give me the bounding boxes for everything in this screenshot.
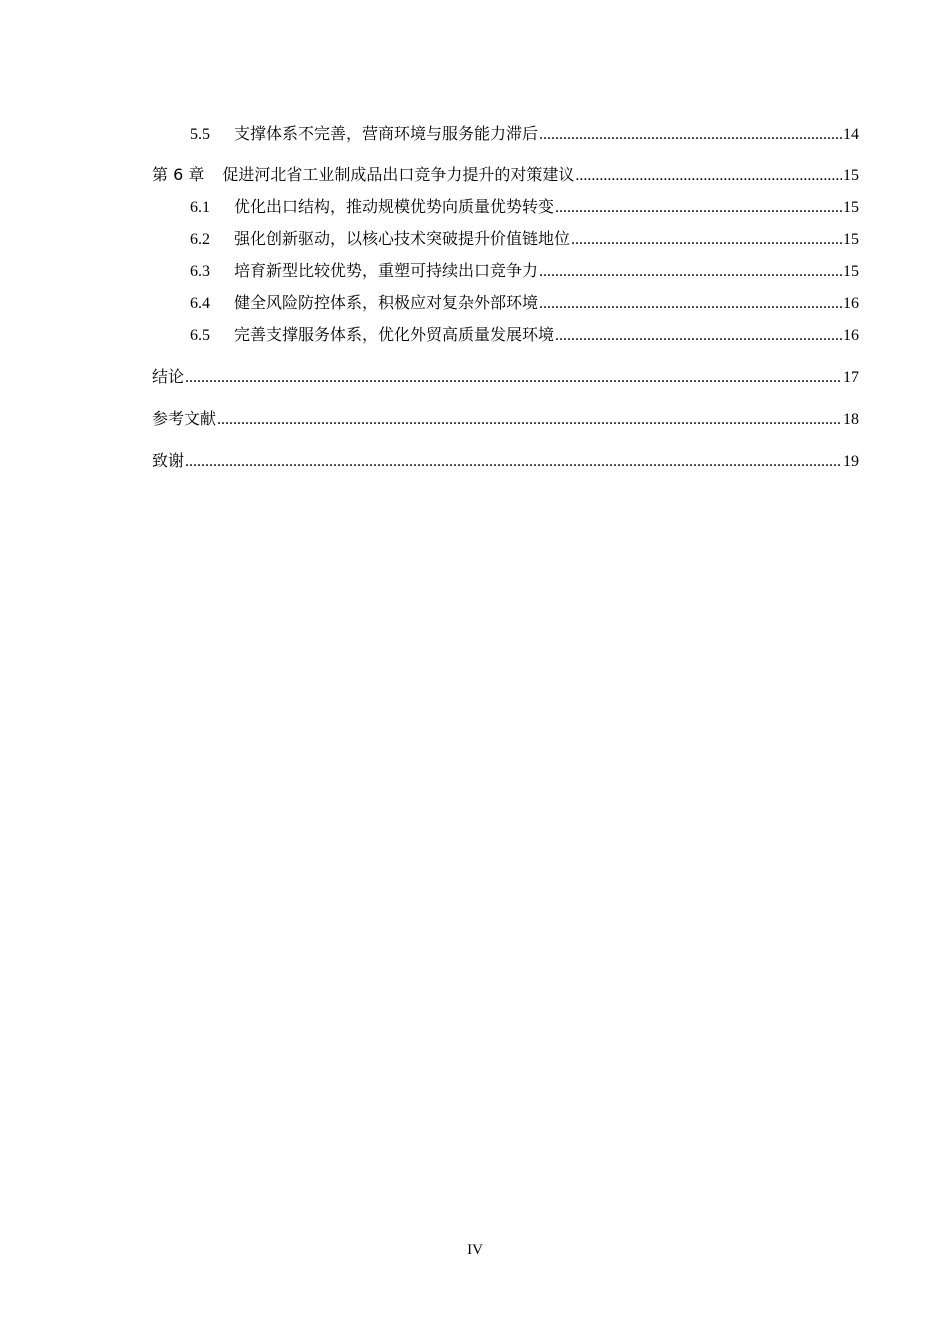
toc-entry-chapter-6[interactable] [152, 159, 859, 191]
table-of-contents [152, 118, 859, 477]
toc-entry-page: 17 [843, 369, 859, 386]
toc-dot-leader [539, 119, 842, 151]
toc-entry-6-5[interactable] [152, 319, 859, 351]
toc-entry-number: 6.1 [190, 199, 210, 216]
toc-entry-page: 16 [843, 295, 859, 312]
toc-entry-title: 致谢 [152, 451, 185, 470]
toc-entry-number: 第 6 章 [152, 165, 205, 184]
toc-entry-title: 完善支撑服务体系，优化外贸高质量发展环境 [234, 325, 555, 344]
toc-dot-leader [571, 224, 842, 256]
toc-dot-leader [539, 288, 842, 320]
toc-entry-page: 18 [843, 411, 859, 428]
page-number: IV [467, 1242, 483, 1258]
toc-dot-leader [575, 160, 842, 192]
toc-entry-page: 19 [843, 453, 859, 470]
toc-entry-title: 促进河北省工业制成品出口竞争力提升的对策建议 [222, 165, 575, 184]
page-footer [0, 1242, 950, 1259]
toc-dot-leader [185, 362, 842, 394]
toc-entry-page: 16 [843, 327, 859, 344]
toc-entry-acknowledgements[interactable] [152, 445, 859, 477]
toc-dot-leader [185, 446, 842, 478]
toc-entry-title: 健全风险防控体系，积极应对复杂外部环境 [234, 293, 539, 312]
toc-entry-page: 15 [843, 167, 859, 184]
toc-dot-leader [539, 256, 842, 288]
toc-entry-6-1[interactable] [152, 191, 859, 223]
toc-dot-leader [555, 320, 842, 352]
toc-entry-title: 结论 [152, 367, 185, 386]
toc-entry-6-3[interactable] [152, 255, 859, 287]
toc-entry-6-2[interactable] [152, 223, 859, 255]
toc-entry-title: 培育新型比较优势，重塑可持续出口竞争力 [234, 261, 539, 280]
toc-entry-conclusion[interactable] [152, 361, 859, 393]
toc-entry-page: 15 [843, 231, 859, 248]
toc-entry-title: 强化创新驱动，以核心技术突破提升价值链地位 [234, 229, 571, 248]
toc-entry-number: 6.4 [190, 295, 210, 312]
toc-entry-number: 6.5 [190, 327, 210, 344]
toc-entry-title: 参考文献 [152, 409, 217, 428]
toc-entry-5-5[interactable] [152, 118, 859, 150]
toc-entry-6-4[interactable] [152, 287, 859, 319]
toc-entry-number: 6.2 [190, 231, 210, 248]
toc-entry-page: 15 [843, 263, 859, 280]
toc-entry-page: 15 [843, 199, 859, 216]
toc-dot-leader [217, 404, 842, 436]
toc-entry-references[interactable] [152, 403, 859, 435]
toc-entry-page: 14 [843, 126, 859, 143]
toc-entry-title: 支撑体系不完善，营商环境与服务能力滞后 [234, 124, 539, 143]
toc-entry-number: 5.5 [190, 126, 210, 143]
toc-entry-number: 6.3 [190, 263, 210, 280]
toc-entry-title: 优化出口结构，推动规模优势向质量优势转变 [234, 197, 555, 216]
toc-dot-leader [555, 192, 842, 224]
